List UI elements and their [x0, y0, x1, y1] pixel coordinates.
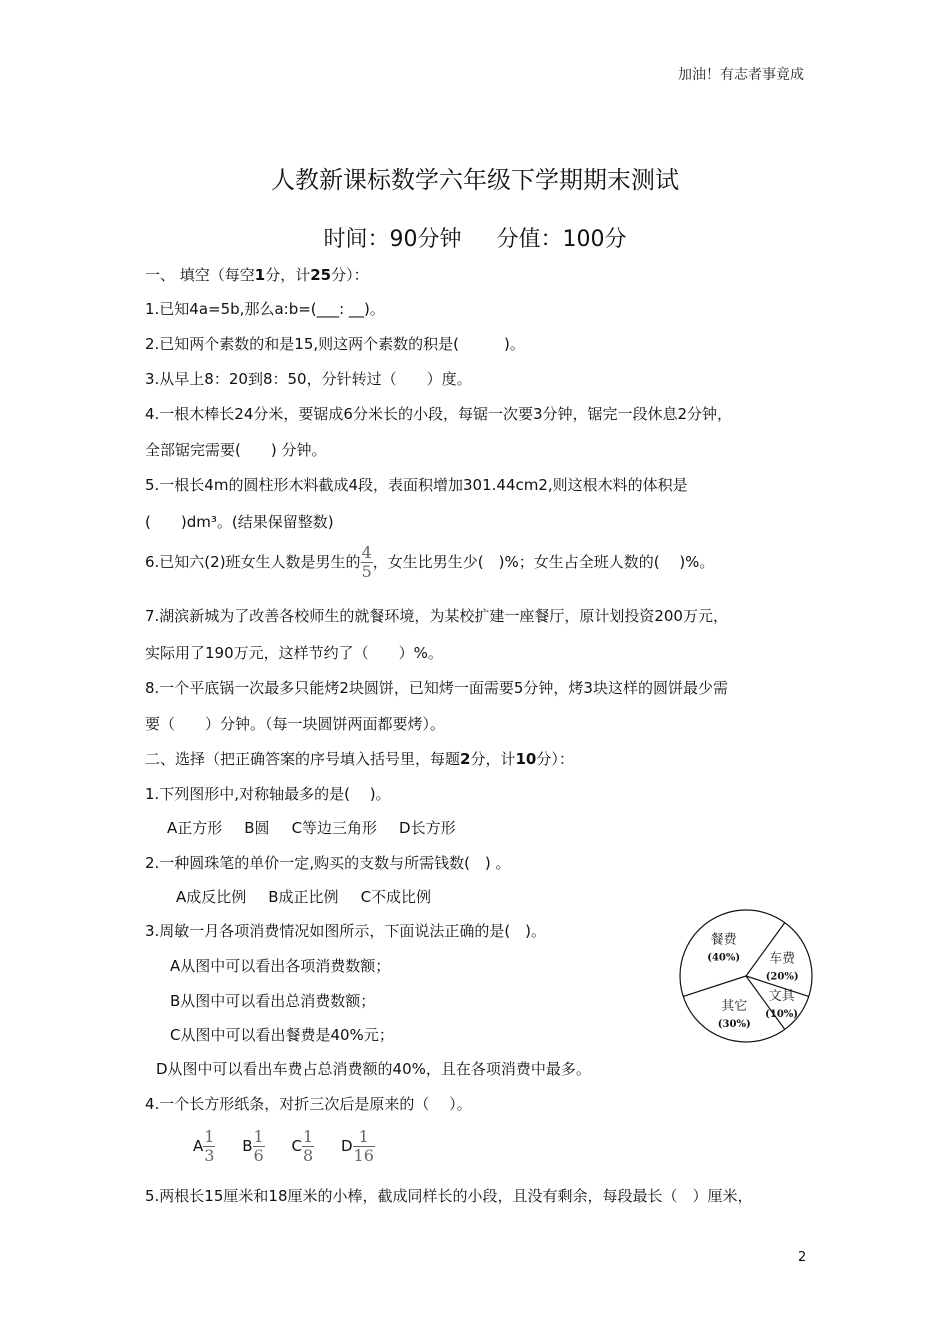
question-2-4-options	[193, 1128, 397, 1165]
fraction: $\frac{1}{3}$	[204, 1127, 215, 1165]
question-2-2-options	[176, 886, 453, 907]
option: A成反比例	[176, 888, 247, 906]
question-2-3-option-c: C从图中可以看出餐费是40%元；	[170, 1026, 394, 1044]
option: C等边三角形	[291, 819, 378, 837]
question-1-7-line2: 实际用了190万元，这样节约了（ ）%。	[145, 644, 443, 662]
exam-time: 时间：90分钟	[323, 227, 462, 252]
question-2-3: 3.周敏一月各项消费情况如图所示，下面说法正确的是( )。	[145, 922, 547, 940]
question-2-3-option-a: A从图中可以看出各项消费数额；	[170, 957, 391, 975]
question-2-1-options	[167, 817, 478, 838]
page-number: 2	[798, 1250, 807, 1265]
consumption-pie-chart	[678, 908, 814, 1044]
exam-score: 分值：100分	[496, 227, 627, 252]
pie-slice-percent: (20%)	[765, 971, 799, 983]
question-1-2: 2.已知两个素数的和是15,则这两个素数的积是( )。	[145, 335, 525, 353]
question-1-6: 6.已知六(2)班女生人数是男生的 $\frac{4}{5}$ ，女生比男生少( )%；女生占全班人数的( )%。	[145, 543, 715, 581]
question-2-1: 1.下列图形中,对称轴最多的是( )。	[145, 785, 391, 803]
question-1-4-line2: 全部锯完需要( ) 分钟。	[145, 441, 327, 459]
section1-heading: 一、 填空（每空1分，计25分）：	[145, 266, 369, 284]
question-1-3: 3.从早上8：20到8：50，分针转过（ ）度。	[145, 370, 472, 388]
question-1-5-line1: 5.一根长4m的圆柱形木料截成4段，表面积增加301.44cm2,则这根木料的体积是	[145, 476, 688, 494]
fraction: $\frac{1}{6}$	[253, 1127, 264, 1165]
fraction: $\frac{1}{8}$	[302, 1127, 314, 1165]
option: B成正比例	[268, 888, 339, 906]
fraction: $\frac{4}{5}$	[361, 543, 372, 581]
question-1-4-line1: 4.一根木棒长24分米，要锯成6分米长的小段，每锯一次要3分钟，锯完一段休息2分钟，	[145, 405, 733, 423]
exam-info	[0, 222, 950, 253]
question-2-4: 4.一个长方形纸条，对折三次后是原来的（ ）。	[145, 1095, 472, 1113]
question-2-3-option-b: B从图中可以看出总消费数额；	[170, 992, 376, 1010]
question-2-3-option-d: D从图中可以看出车费占总消费额的40%，且在各项消费中最多。	[156, 1060, 591, 1078]
question-1-1: 1.已知4a=5b,那么a:b=(___: __)。	[145, 300, 385, 318]
pie-slice-label: 其它	[721, 999, 748, 1015]
pie-slice-percent: (40%)	[707, 952, 741, 964]
option: A正方形	[167, 819, 223, 837]
pie-slice-label: 车费	[769, 951, 796, 967]
question-1-7-line1: 7.湖滨新城为了改善各校师生的就餐环境，为某校扩建一座餐厅，原计划投资200万元，	[145, 607, 728, 625]
pie-slice-percent: (30%)	[717, 1019, 751, 1031]
option: B圆	[244, 819, 270, 837]
page-title: 人教新课标数学六年级下学期期末测试	[271, 166, 679, 194]
option: D $\frac{1}{16}$	[340, 1127, 374, 1165]
question-2-2: 2.一种圆珠笔的单价一定,购买的支数与所需钱数( ) 。	[145, 854, 511, 872]
question-2-5: 5.两根长15厘米和18厘米的小棒，截成同样长的小段，且没有剩余，每段最长（ ）厘米，	[145, 1187, 753, 1205]
option: C $\frac{1}{8}$	[291, 1127, 314, 1165]
header-note: 加油！有志者事竟成	[678, 67, 804, 83]
option: A $\frac{1}{3}$	[193, 1127, 215, 1165]
pie-slice-label: 餐费	[710, 932, 737, 948]
option: D长方形	[399, 819, 456, 837]
option: C不成比例	[360, 888, 432, 906]
pie-slice-label: 文具	[768, 988, 795, 1004]
pie-slice-percent: (10%)	[765, 1008, 799, 1020]
question-1-8-line2: 要（ ）分钟。（每一块圆饼两面都要烤）。	[145, 715, 446, 733]
section2-heading: 二、选择（把正确答案的序号填入括号里，每题2分，计10分）：	[145, 750, 574, 768]
question-1-8-line1: 8.一个平底锅一次最多只能烤2块圆饼，已知烤一面需要5分钟，烤3块这样的圆饼最少需	[145, 679, 728, 697]
fraction: $\frac{1}{16}$	[353, 1127, 374, 1165]
option: B $\frac{1}{6}$	[242, 1127, 264, 1165]
question-1-5-line2: ( )dm³。(结果保留整数)	[145, 513, 334, 531]
